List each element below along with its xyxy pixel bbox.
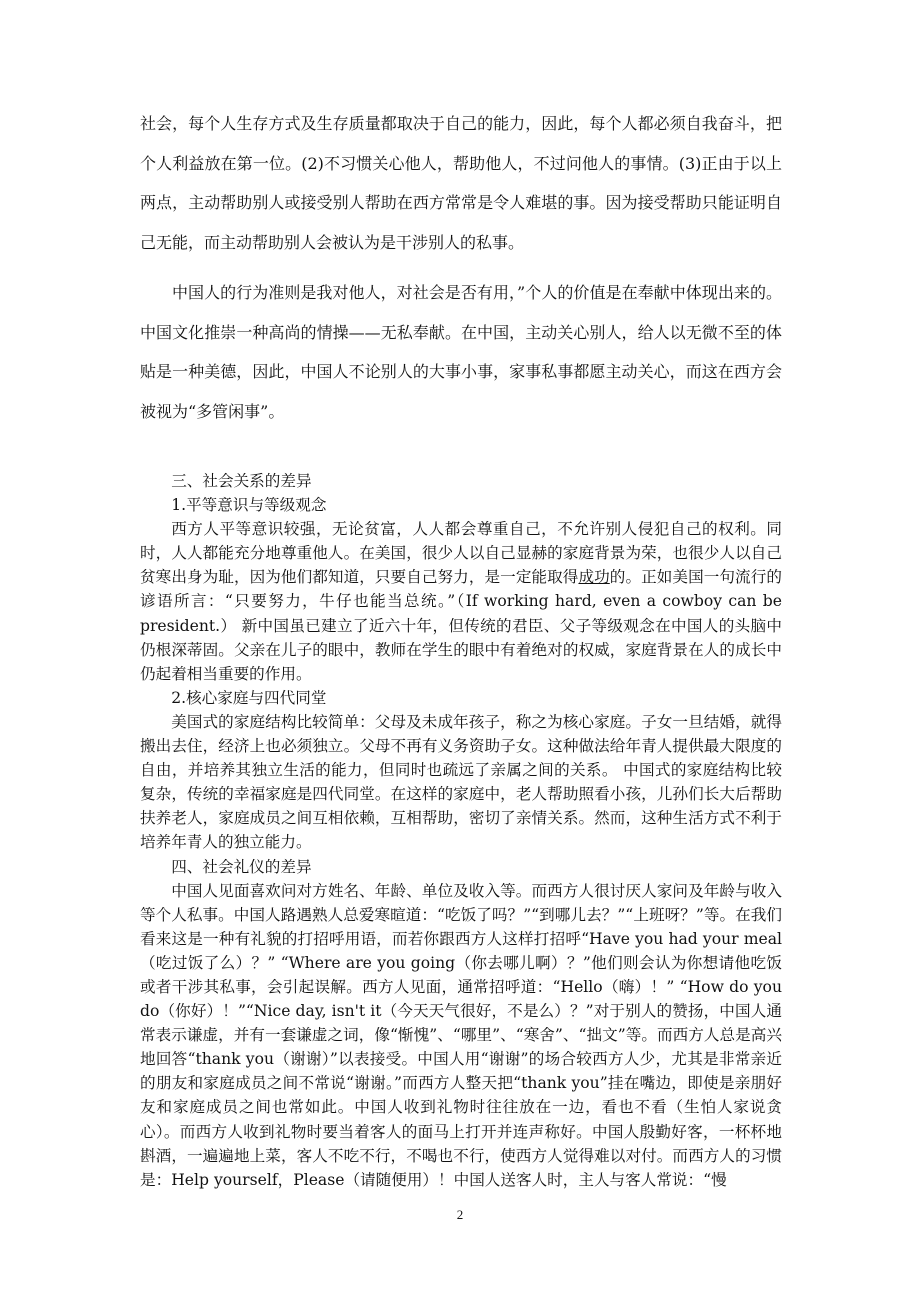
section-4-heading: 四、社会礼仪的差异	[171, 857, 312, 876]
subsection-1-text-after: 的。正如美国一句流行的谚语所言：“只要努力，牛仔也能当总统。”（If working hard, even a cowboy can be president.） 新中国虽已建立了近六十年，但传统的君臣、父子等级观念在中国人的头脑中仍根深蒂固。父亲在儿子的眼中，教师在学生的眼中有着绝对的权威，家庭背景在人的成长中仍起着相当重要的作用。	[140, 568, 782, 683]
intro-paragraph-1: 社会，每个人生存方式及生存质量都取决于自己的能力，因此，每个人都必须自我奋斗，把个人利益放在第一位。(2)不习惯关心他人，帮助他人，不过问他人的事情。(3)正由于以上两点，主动帮助别人或接受别人帮助在西方常常是令人难堪的事。因为接受帮助只能证明自己无能，而主动帮助别人会被认为是干涉别人的私事。	[140, 114, 782, 252]
intro-text-block	[140, 104, 782, 431]
subsection-2-paragraph: 美国式的家庭结构比较简单：父母及未成年孩子，称之为核心家庭。子女一旦结婚，就得搬出去住，经济上也必须独立。父母不再有义务资助子女。这种做法给年青人提供最大限度的自由，并培养其独立生活的能力，但同时也疏远了亲属之间的关系。 中国式的家庭结构比较复杂，传统的幸福家庭是四代同堂。在这样的家庭中，老人帮助照看小孩，儿孙们长大后帮助扶养老人，家庭成员之间互相依赖，互相帮助，密切了亲情关系。然而，这种生活方式不利于培养年青人的独立能力。	[140, 712, 782, 852]
underlined-word-success: 成功	[578, 568, 610, 587]
subsection-1-paragraph	[140, 517, 782, 686]
subsection-2-heading: 2.核心家庭与四代同堂	[171, 688, 327, 707]
page-number: 2	[456, 1207, 464, 1222]
section-4-paragraph: 中国人见面喜欢问对方姓名、年龄、单位及收入等。而西方人很讨厌人家问及年龄与收入等个人私事。中国人路遇熟人总爱寒暄道：“吃饭了吗？”“到哪儿去？”“上班呀？”等。在我们看来这是一种有礼貌的打招呼用语，而若你跟西方人这样打招呼“Have you had your meal（吃过饭了么）？” “Where are you going（你去哪儿啊）？”他们则会认为你想请他吃饭或者干涉其私事，会引起误解。西方人见面，通常招呼道：“Hello（嗨）！” “How do you do（你好）！”“Nice day, isn't it（今天天气很好，不是么）？”对于别人的赞扬，中国人通常表示谦虚，并有一套谦虚之词，像“惭愧”、“哪里”、“寒舍”、“拙文”等。而西方人总是高兴地回答“thank you（谢谢）”以表接受。中国人用“谢谢”的场合较西方人少，尤其是非常亲近的朋友和家庭成员之间不常说“谢谢。”而西方人整天把“thank you”挂在嘴边，即使是亲朋好友和家庭成员之间也常如此。中国人收到礼物时往往放在一边，看也不看（生怕人家说贪心）。而西方人收到礼物时要当着客人的面马上打开并连声称好。中国人殷勤好客，一杯杯地斟酒，一遍遍地上菜，客人不吃不行，不喝也不行，使西方人觉得难以对付。而西方人的习惯是：Help yourself，Please（请随便用）！中国人送客人时，主人与客人常说：“慢	[140, 881, 782, 1189]
intro-paragraph-2: 中国人的行为准则是我对他人，对社会是否有用，”个人的价值是在奉献中体现出来的。中国文化推崇一种高尚的情操——无私奉献。在中国，主动关心别人，给人以无微不至的体贴是一种美德，因此，中国人不论别人的大事小事，家事私事都愿主动关心，而这在西方会被视为“多管闲事”。	[140, 283, 782, 421]
subsection-1-text-before: 西方人平等意识较强，无论贫富，人人都会尊重自己，不允许别人侵犯自己的权利。同时，人人都能充分地尊重他人。在美国，很少人以自己显赫的家庭背景为荣，也很少人以自己贫寒出身为耻，因为他们都知道，只要自己努力，是一定能取得	[140, 520, 782, 587]
section-3-heading: 三、社会关系的差异	[171, 472, 312, 490]
main-text-block	[140, 469, 782, 1192]
subsection-1-heading: 1.平等意识与等级观念	[171, 496, 327, 515]
